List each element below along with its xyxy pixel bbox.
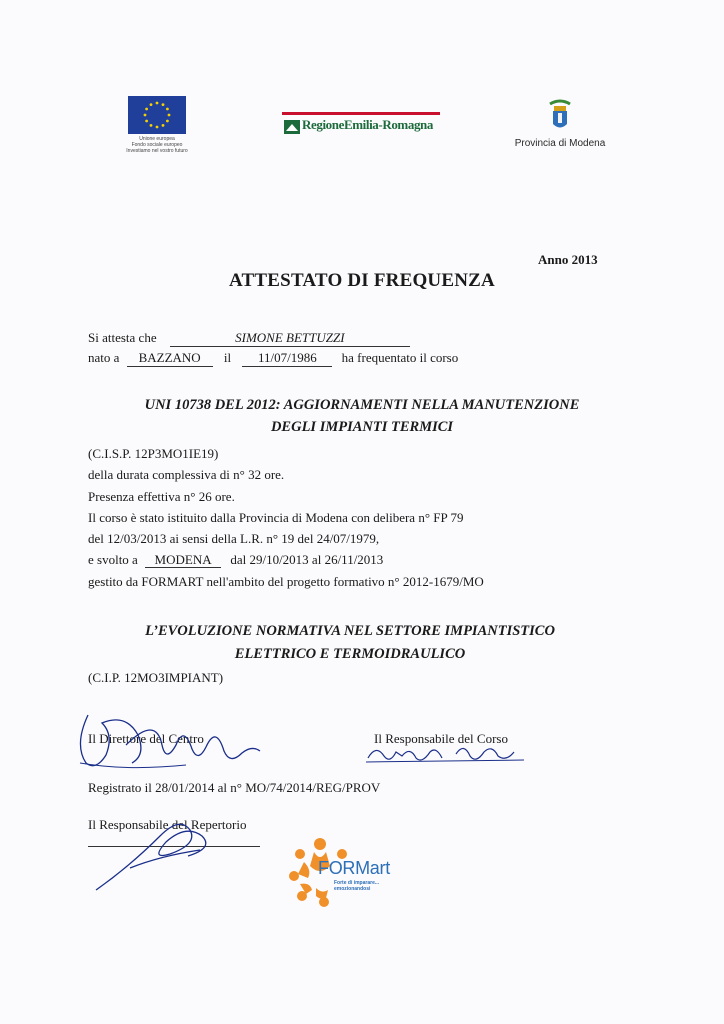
held-place: MODENA (145, 552, 221, 568)
attendee-name: SIMONE BETTUZZI (170, 329, 410, 347)
born-label: nato a (88, 350, 120, 365)
eu-caption-line: Unione europea (139, 136, 175, 142)
province-name: Provincia di Modena (514, 138, 606, 149)
province-crest-icon (545, 98, 575, 132)
held-dates: dal 29/10/2013 al 26/11/2013 (230, 552, 384, 568)
formart-name: FORMart (318, 858, 390, 878)
province-logo (508, 96, 612, 152)
course1-decree: del 12/03/2013 ai sensi della L.R. n° 19 del 24/07/1979, (88, 531, 380, 547)
page-title: ATTESTATO DI FREQUENZA (229, 270, 495, 291)
course1-instituted: Il corso è stato istituito dalla Provincia di Modena con delibera n° FP 79 (88, 509, 464, 525)
course2-title-line: ELETTRICO E TERMOIDRAULICO (234, 646, 466, 662)
director-label: Il Direttore del Centro (88, 731, 204, 746)
region-logo (282, 112, 442, 140)
formart-logo (286, 832, 426, 914)
director-signature (66, 705, 266, 775)
attests-label: Si attesta che (88, 330, 157, 345)
course1-managed: gestito da FORMART nell'ambito del progetto formativo n° 2012-1679/MO (88, 573, 484, 589)
course2-code: (C.I.P. 12MO3IMPIANT) (88, 670, 224, 685)
eu-caption-line: Fondo sociale europeo (131, 142, 183, 148)
course-manager-signature (356, 730, 526, 770)
on-label: il (223, 350, 232, 365)
region-shape-icon (284, 120, 300, 134)
eu-flag-icon (128, 96, 186, 134)
year-label: Anno 2013 (538, 252, 598, 267)
region-name: RegioneEmilia-Romagna (302, 117, 433, 132)
course1-details (88, 443, 484, 592)
course1-title-line: UNI 10738 DEL 2012: AGGIORNAMENTI NELLA MANUTENZIONE (144, 397, 580, 413)
course1-held-line (88, 549, 484, 570)
course2-title-line: L’EVOLUZIONE NORMATIVA NEL SETTORE IMPIANTISTICO (145, 623, 555, 639)
course1-title (0, 394, 724, 438)
birthplace: BAZZANO (127, 349, 213, 367)
repertory-signature (90, 806, 230, 896)
repertory-manager-label: Il Responsabile del Repertorio (88, 817, 247, 832)
birth-line (88, 349, 458, 367)
course1-code: (C.I.S.P. 12P3MO1IE19) (88, 446, 219, 461)
attended-label: ha frequentato il corso (341, 350, 459, 365)
course1-duration: della durata complessiva di n° 32 ore. (88, 467, 285, 483)
course1-title-line: DEGLI IMPIANTI TERMICI (270, 419, 454, 435)
registration-line: Registrato il 28/01/2014 al n° MO/74/2014/REG/PROV (88, 780, 381, 795)
eu-logo (112, 94, 202, 164)
formart-tagline-line: emozionandosi (334, 886, 371, 892)
birthdate: 11/07/1986 (242, 349, 332, 367)
eu-caption-line: Investiamo nel vostro futuro (126, 148, 188, 154)
course2-title (0, 620, 700, 666)
held-prefix: e svolto a (88, 552, 138, 568)
formart-tagline-line: Forte di imparare... (334, 880, 380, 886)
course-manager-label: Il Responsabile del Corso (374, 731, 508, 746)
attestation-line (88, 329, 410, 347)
course1-presence: Presenza effettiva n° 26 ore. (88, 488, 235, 504)
